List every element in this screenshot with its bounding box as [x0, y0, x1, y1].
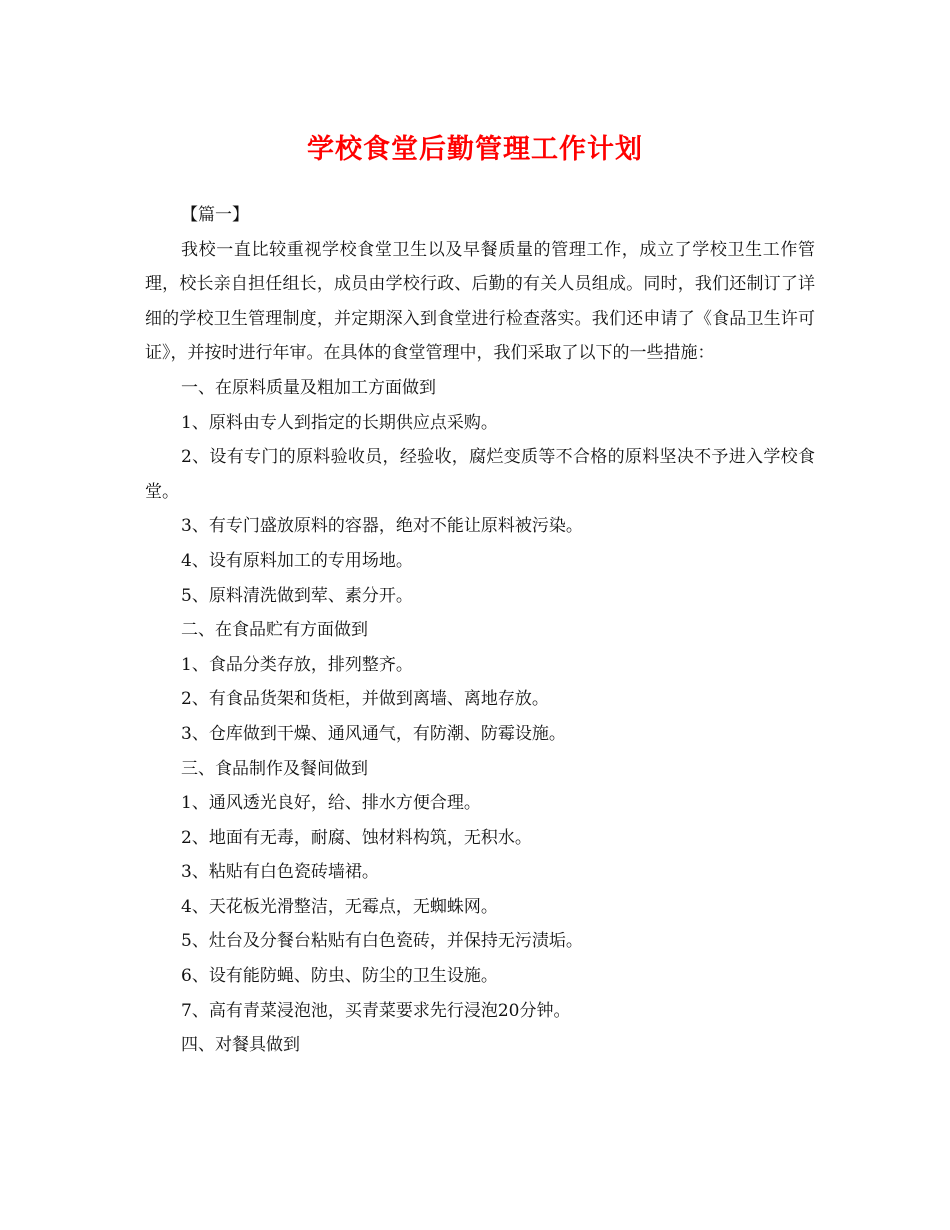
list-item: 2、有食品货架和货柜，并做到离墙、离地存放。 [181, 689, 549, 710]
section-heading: 三、食品制作及餐间做到 [181, 758, 368, 779]
list-item: 7、高有青菜浸泡池，买青菜要求先行浸泡20分钟。 [181, 1000, 571, 1021]
list-item: 1、原料由专人到指定的长期供应点采购。 [181, 412, 498, 433]
list-item: 4、设有原料加工的专用场地。 [181, 550, 413, 571]
section-label: 【篇一】 [181, 205, 249, 225]
section-heading: 二、在食品贮有方面做到 [181, 620, 368, 641]
section-heading: 四、对餐具做到 [181, 1035, 300, 1056]
list-item: 1、通风透光良好，给、排水方便合理。 [181, 793, 481, 814]
list-item: 2、设有专门的原料验收员，经验收，腐烂变质等不合格的原料坚决不予进入学校食堂。 [145, 447, 815, 502]
intro-paragraph: 我校一直比较重视学校食堂卫生以及早餐质量的管理工作，成立了学校卫生工作管理，校长亲自担任组长，成员由学校行政、后勤的有关人员组成。同时，我们还制订了详细的学校卫生管理制度，并定期深入到食堂进行检查落实。我们还申请了《食品卫生许可证》，并按时进行年审。在具体的食堂管理中，我们采取了以下的一些措施： [145, 239, 815, 364]
document-body [145, 198, 815, 1063]
list-item: 3、粘贴有白色瓷砖墙裙。 [181, 862, 379, 883]
list-item: 4、天花板光滑整洁，无霉点，无蜘蛛网。 [181, 896, 498, 917]
list-item: 2、地面有无毒，耐腐、蚀材料构筑，无积水。 [181, 827, 532, 848]
document-title: 学校食堂后勤管理工作计划 [307, 134, 643, 165]
list-item: 3、仓库做到干燥、通风通气，有防潮、防霉设施。 [181, 723, 566, 744]
list-item: 5、灶台及分餐台粘贴有白色瓷砖，并保持无污渍垢。 [181, 931, 583, 952]
list-item: 6、设有能防蝇、防虫、防尘的卫生设施。 [181, 966, 498, 987]
list-item: 5、原料清洗做到荤、素分开。 [181, 585, 413, 606]
list-item: 1、食品分类存放，排列整齐。 [181, 654, 413, 675]
section-heading: 一、在原料质量及粗加工方面做到 [181, 377, 436, 398]
list-item: 3、有专门盛放原料的容器，绝对不能让原料被污染。 [181, 516, 583, 537]
